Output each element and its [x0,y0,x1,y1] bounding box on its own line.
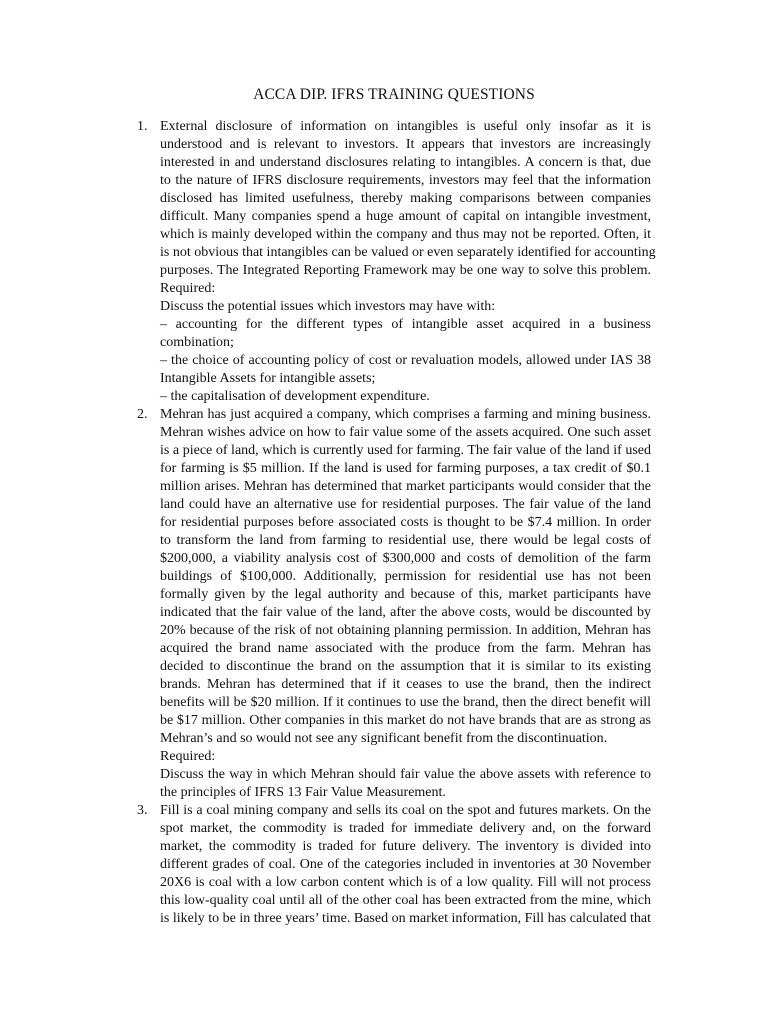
question-list [137,118,656,928]
text-line: Intangible Assets for intangible assets; [160,371,376,386]
text-line: Fill is a coal mining company and sells its coal on the spot and futures markets. On the [160,803,651,818]
text-line: – the choice of accounting policy of cost or revaluation models, allowed under IAS 38 [160,353,651,368]
question-item [137,118,656,406]
text-line: 20% because of the risk of not obtaining planning permission. In addition, Mehran has [160,623,651,638]
text-line: acquired the brand name associated with the produce from the farm. Mehran has [160,641,651,656]
text-line: disclosed has limited usefulness, thereby making comparisons between companies [160,191,651,206]
text-line: Required: [160,749,216,764]
text-line: different grades of coal. One of the categories included in inventories at 30 November [160,857,651,872]
text-line: buildings of $100,000. Additionally, permission for residential use has not been [160,569,651,584]
text-line: be $17 million. Other companies in this market do not have brands that are as strong as [160,713,651,728]
text-line: $200,000, a viability analysis cost of $300,000 and costs of demolition of the farm [160,551,651,566]
text-line: – accounting for the different types of intangible asset acquired in a business [160,317,651,332]
text-line: this low-quality coal until all of the other coal has been extracted from the mine, which [160,893,651,908]
question-item [137,802,651,928]
question-item [137,406,651,802]
question-number: 2. [137,407,148,422]
text-line: External disclosure of information on intangibles is useful only insofar as it is [160,119,651,134]
text-line: for residential purposes before associated costs is thought to be $7.4 million. In order [160,515,651,530]
text-line: which is mainly developed within the company and thus may not be reported. Often, it [160,227,651,242]
question-text [160,802,651,928]
text-line: the principles of IFRS 13 Fair Value Measurement. [160,785,446,800]
text-line: formally given by the legal authority and because of this, market participants have [160,587,651,602]
text-line: for farming is $5 million. If the land is used for farming purposes, a tax credit of $0.1 [160,461,651,476]
text-line: to transform the land from farming to residential use, there would be legal costs of [160,533,651,548]
text-line: combination; [160,335,234,350]
page-title: ACCA DIP. IFRS TRAINING QUESTIONS [253,86,535,103]
text-line: is not obvious that intangibles can be valued or even separately identified for accounting [160,245,656,260]
text-line: – the capitalisation of development expenditure. [160,389,430,404]
text-line: million arises. Mehran has determined that market participants would consider that the [160,479,651,494]
text-line: is likely to be in three years’ time. Based on market information, Fill has calculated that [160,911,651,926]
text-line: Required: [160,281,216,296]
text-line: spot market, the commodity is traded for immediate delivery and, on the forward [160,821,651,836]
question-text [160,406,651,802]
text-line: Mehran wishes advice on how to fair value some of the assets acquired. One such asset [160,425,651,440]
text-line: purposes. The Integrated Reporting Framework may be one way to solve this problem. [160,263,651,278]
text-line: 20X6 is coal with a low carbon content which is of a low quality. Fill will not process [160,875,651,890]
text-line: Mehran’s and so would not see any significant benefit from the discontinuation. [160,731,608,746]
text-line: is a piece of land, which is currently used for farming. The fair value of the land if used [160,443,651,458]
text-line: Mehran has just acquired a company, which comprises a farming and mining business. [160,407,651,422]
text-line: Discuss the potential issues which investors may have with: [160,299,496,314]
text-line: market, the commodity is traded for future delivery. The inventory is divided into [160,839,651,854]
question-text [160,118,656,406]
question-number: 3. [137,803,148,818]
text-line: understood and is relevant to investors. It appears that investors are increasingly [160,137,651,152]
text-line: land could have an alternative use for residential purposes. The fair value of the land [160,497,651,512]
text-line: brands. Mehran has determined that if it ceases to use the brand, then the indirect [160,677,651,692]
text-line: to the nature of IFRS disclosure requirements, investors may feel that the information [160,173,651,188]
text-line: indicated that the fair value of the land, after the above costs, would be discounted by [160,605,651,620]
text-line: Discuss the way in which Mehran should fair value the above assets with reference to [160,767,651,782]
question-number: 1. [137,119,148,134]
text-line: interested in and understand disclosures relating to intangibles. A concern is that, due [160,155,651,170]
text-line: benefits will be $20 million. If it continues to use the brand, then the direct benefit will [160,695,651,710]
text-line: difficult. Many companies spend a huge amount of capital on intangible investment, [160,209,651,224]
text-line: decided to discontinue the brand on the assumption that it is similar to its existing [160,659,651,674]
